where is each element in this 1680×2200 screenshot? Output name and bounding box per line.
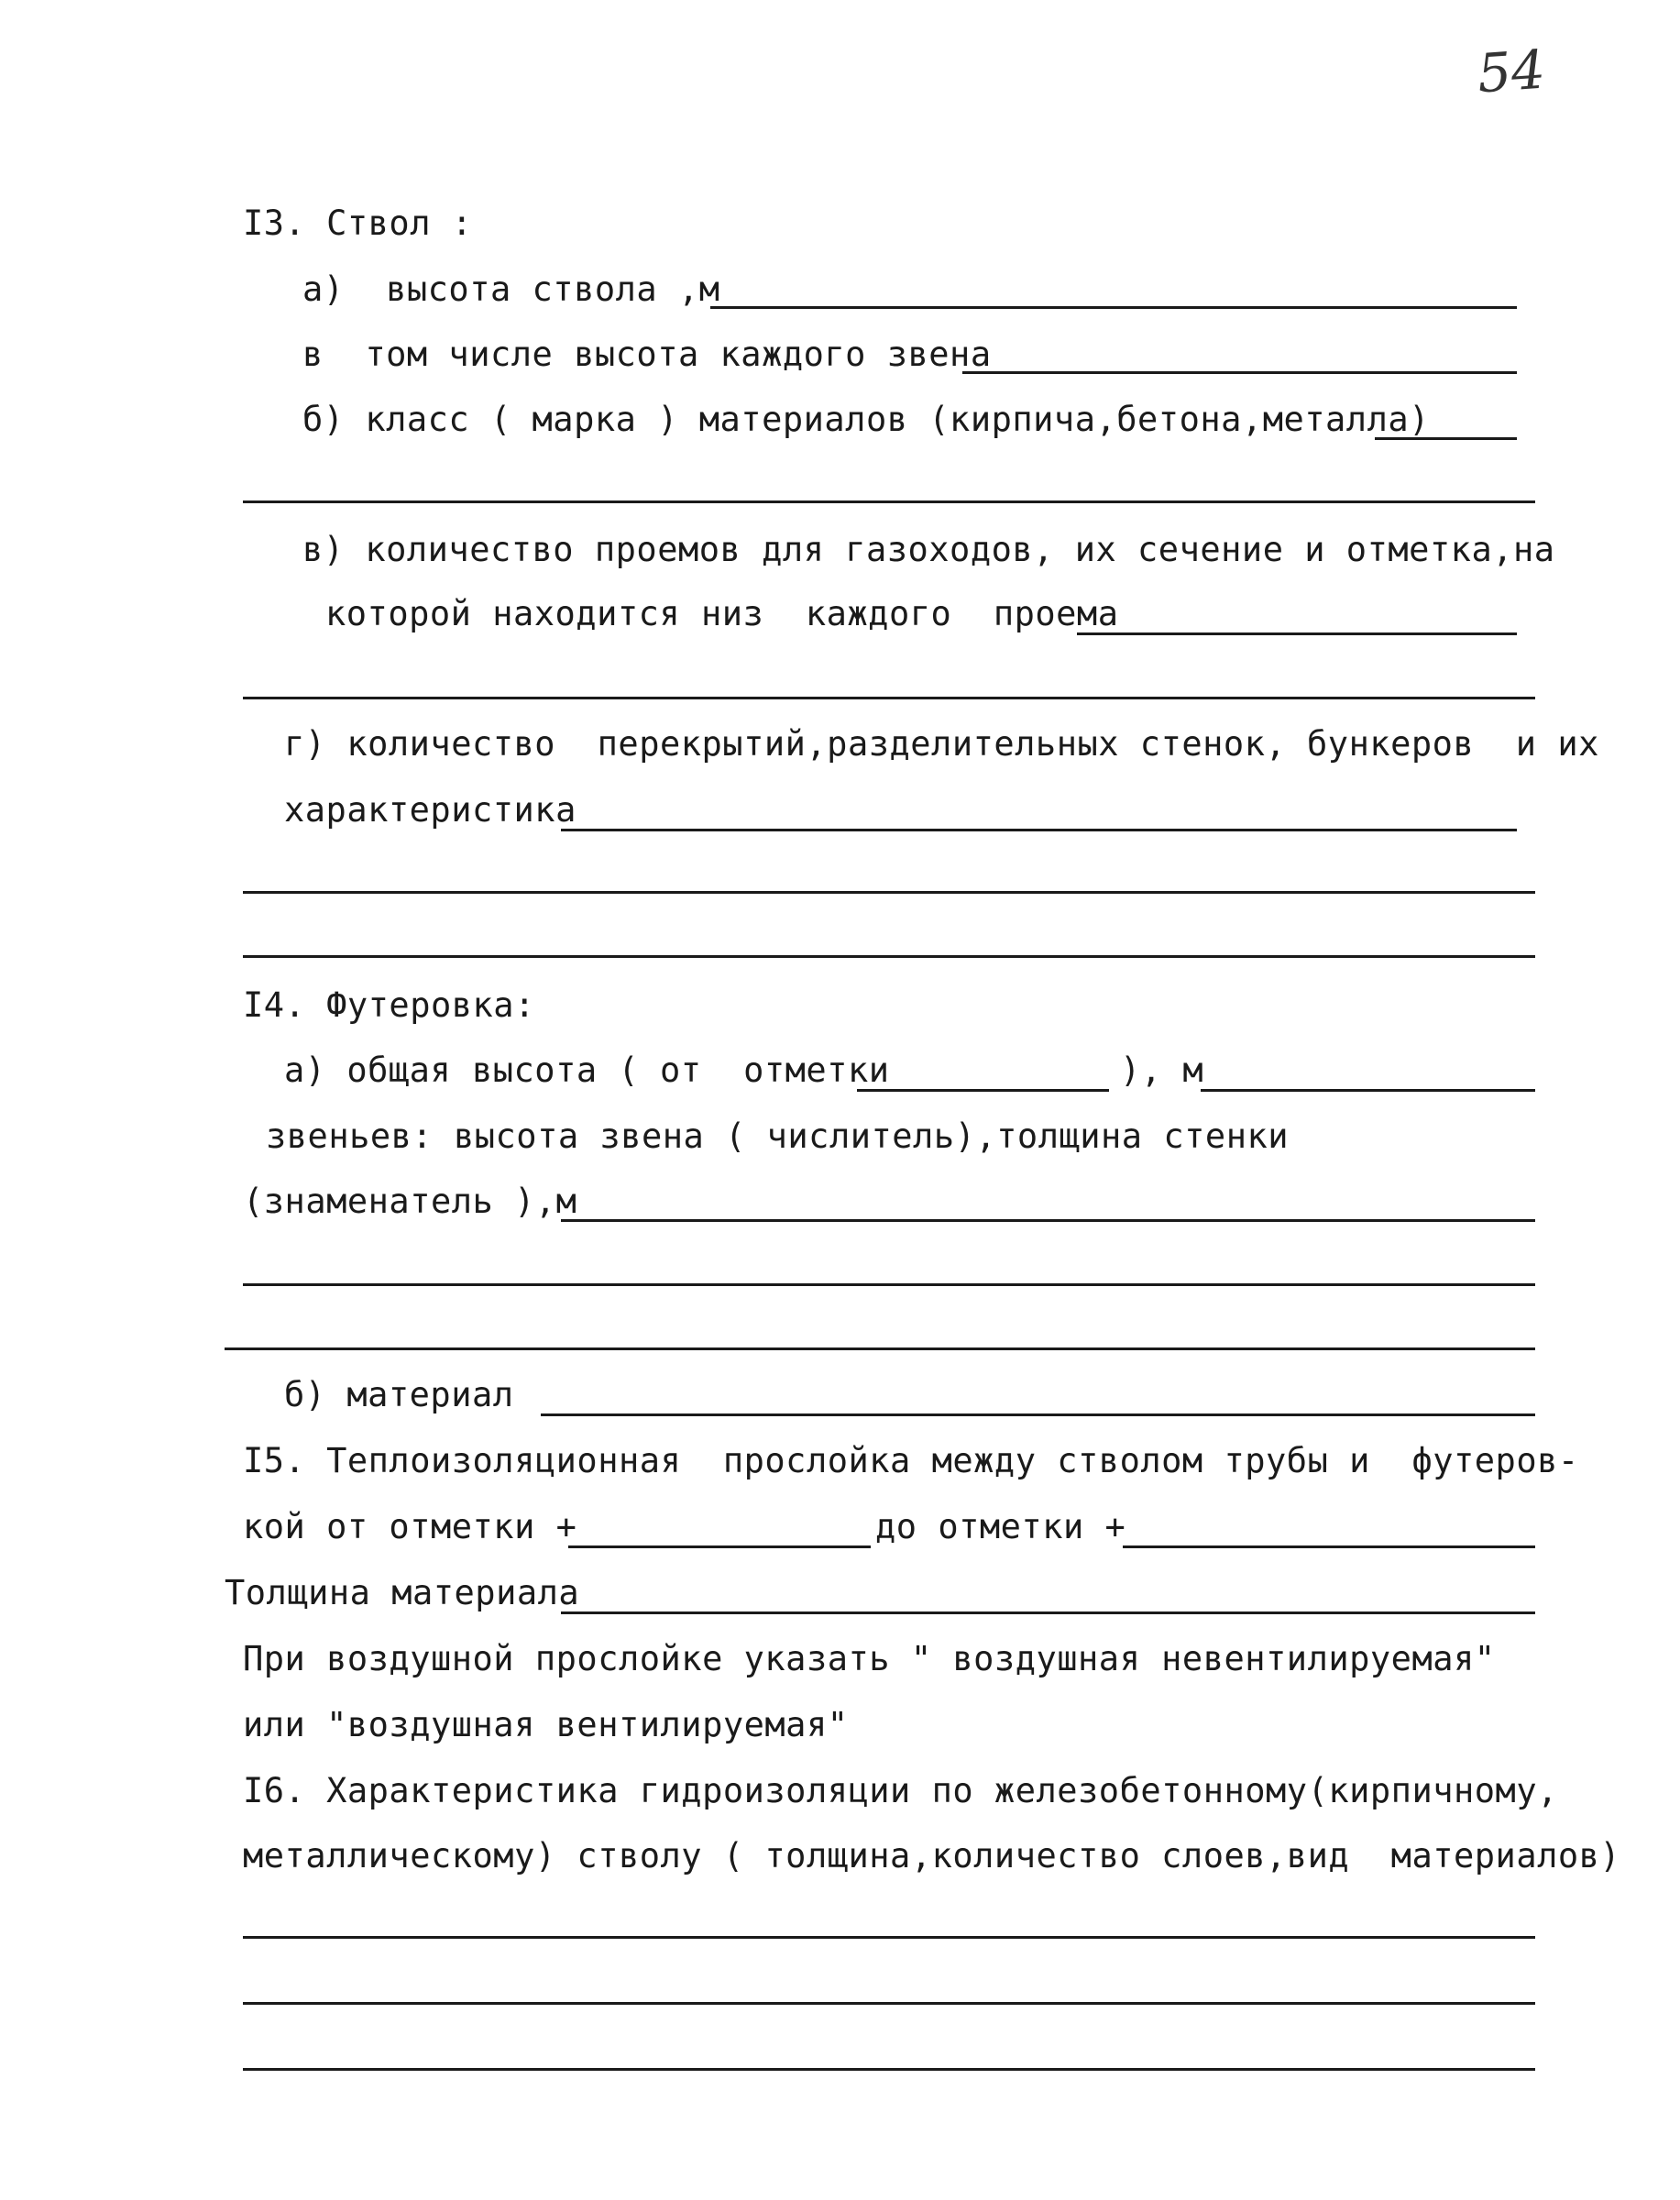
floors-label-line2: характериcтика — [284, 790, 576, 830]
shaft-height-field[interactable] — [710, 306, 1517, 309]
insulation-from-field[interactable] — [568, 1546, 871, 1548]
air-layer-note-1: При воздушной прослойке указать " воздушная невентилируемая" — [243, 1639, 1496, 1678]
material-class-label: б) класс ( марка ) материалов (кирпича,бетона,металла) — [302, 400, 1430, 439]
lining-material-field[interactable] — [541, 1414, 1535, 1416]
floors-field-cont-2[interactable] — [243, 955, 1535, 958]
openings-field[interactable] — [1077, 632, 1517, 635]
section-15-line1: I5. Теплоизоляционная прослойка между стволом трубы и футеров- — [243, 1441, 1579, 1480]
denominator-label: (знаменатель ),м — [243, 1182, 577, 1221]
section-13-title: I3. Ствол : — [243, 204, 473, 243]
section-15-to-label: до отметки + — [875, 1507, 1126, 1546]
segments-field-cont-2[interactable] — [225, 1348, 1535, 1350]
segment-height-field[interactable] — [962, 371, 1517, 374]
segment-height-label: в том числе высота каждого звена — [302, 335, 992, 374]
waterproofing-field-1[interactable] — [243, 1936, 1535, 1939]
floors-field[interactable] — [561, 829, 1517, 831]
waterproofing-field-2[interactable] — [243, 2002, 1535, 2005]
lining-height-label: а) общая высота ( от отметки — [284, 1050, 890, 1090]
thickness-field[interactable] — [561, 1612, 1535, 1614]
openings-field-cont[interactable] — [243, 697, 1535, 699]
lining-height-unit: ), м — [1120, 1050, 1204, 1090]
lining-mark-field[interactable] — [857, 1089, 1109, 1092]
lining-height-field[interactable] — [1201, 1089, 1535, 1092]
material-class-field[interactable] — [1375, 437, 1517, 440]
insulation-to-field[interactable] — [1123, 1546, 1535, 1548]
openings-label-line1: в) количество проемов для газоходов, их сечение и отметка,на — [302, 530, 1555, 569]
openings-label-line2: которой находится низ каждого проема — [325, 594, 1119, 633]
segments-field[interactable] — [561, 1219, 1535, 1222]
segments-field-cont-1[interactable] — [243, 1283, 1535, 1286]
page-number: 54 — [1475, 38, 1548, 105]
air-layer-note-2: или "воздушная вентилируемая" — [243, 1705, 849, 1744]
segments-label: звеньев: высота звена ( числитель),толщина стенки — [266, 1116, 1290, 1156]
section-14-title: I4. Футеровка: — [243, 985, 535, 1025]
section-16-line2: металлическому) стволу ( толщина,количество слоев,вид материалов) — [243, 1836, 1621, 1876]
section-16-line1: I6. Характеристика гидроизоляции по железобетонному(кирпичному, — [243, 1771, 1558, 1810]
material-class-field-cont[interactable] — [243, 500, 1535, 503]
shaft-height-label: а) высота ствола ,м — [302, 270, 720, 309]
floors-label-line1: г) количество перекрытий,разделительных стенок, бункеров и их — [284, 724, 1599, 764]
lining-material-label: б) материал — [284, 1375, 514, 1414]
waterproofing-field-3[interactable] — [243, 2068, 1535, 2071]
section-15-from-label: кой от отметки + — [243, 1507, 577, 1546]
floors-field-cont-1[interactable] — [243, 891, 1535, 894]
thickness-label: Толщина материала — [225, 1573, 580, 1612]
